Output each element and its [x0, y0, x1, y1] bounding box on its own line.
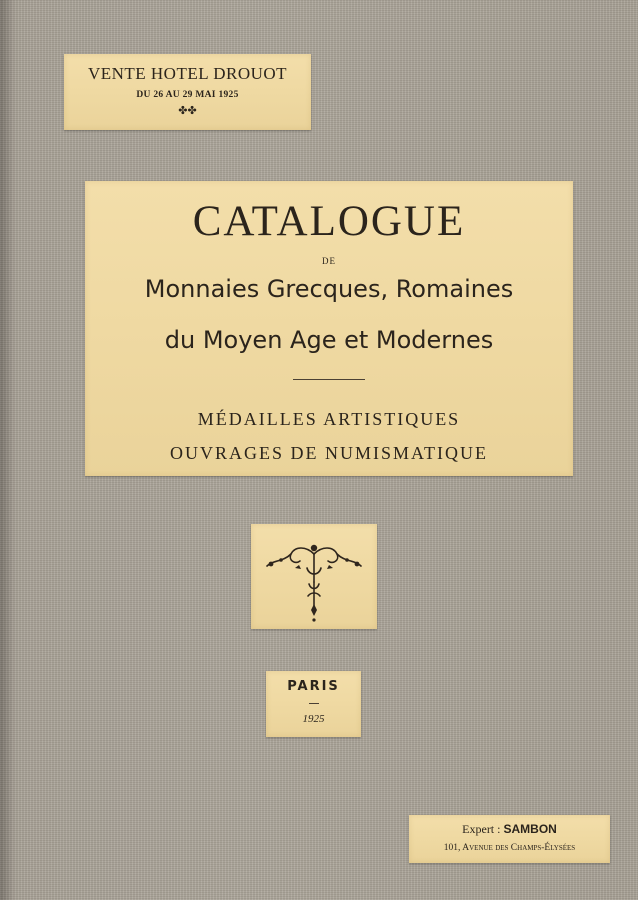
sale-venue: VENTE HOTEL DROUOT	[87, 64, 288, 83]
sale-label	[64, 54, 311, 130]
divider-rule	[293, 379, 365, 380]
imprint-label	[266, 671, 361, 737]
expert-label	[409, 815, 610, 863]
catalogue-title: CATALOGUE	[192, 198, 466, 245]
imprint-city: PARIS	[287, 679, 340, 694]
fleuron-icon: ✤✤	[178, 104, 197, 117]
sale-dates: DU 26 AU 29 MAI 1925	[136, 90, 239, 100]
subtitle-line-1: Monnaies Grecques, Romaines	[144, 275, 514, 303]
title-label	[85, 181, 573, 476]
imprint-year: 1925	[302, 713, 325, 725]
title-connector: DE	[322, 256, 336, 266]
scroll-ornament-icon	[251, 524, 377, 629]
section-line-1: MÉDAILLES ARTISTIQUES	[197, 409, 461, 429]
expert-line	[409, 822, 610, 837]
subtitle-line-2: du Moyen Age et Modernes	[164, 326, 494, 354]
imprint-dash	[309, 703, 319, 704]
ornament-label	[251, 524, 377, 629]
section-line-2: OUVRAGES DE NUMISMATIQUE	[170, 443, 488, 463]
expert-prefix: Expert :	[462, 822, 504, 836]
expert-address: 101, Avenue des Champs-Élysées	[443, 843, 576, 853]
spine-edge	[0, 0, 14, 900]
expert-name: SAMBON	[503, 822, 557, 836]
